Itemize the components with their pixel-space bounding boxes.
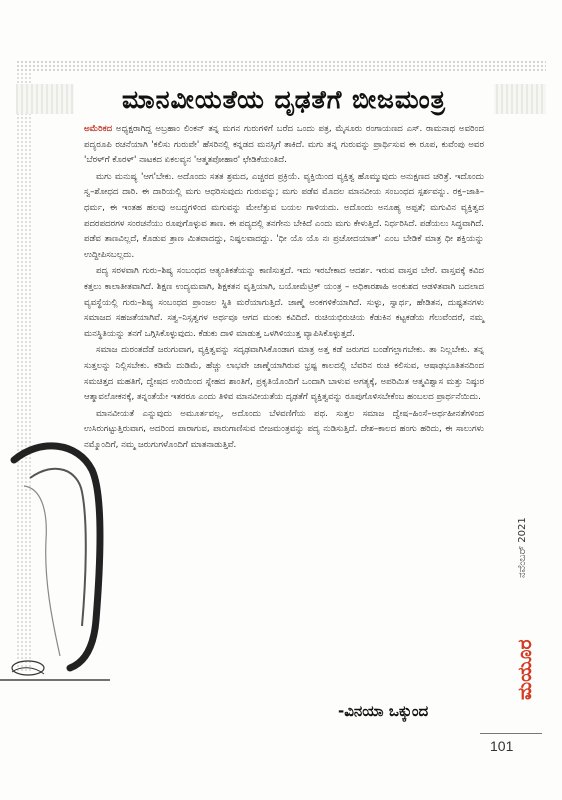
article-paragraph: ಮಗು ಮನುಷ್ಯ 'ಆಗ'ಬೇಕು. ಅದೊಂದು ಸತತ ಶ್ರಮದ, ಎಚ್ಚರದ ಪ್ರಕ್ರಿಯೆ. ವ್ಯಕ್ತಿಯಿಂದ ವ್ಯಕ್ತಿತ್ವ ಹೊಮ್ಮುವುದು ಅನುಕ್ಷಣದ ಚರಿತ್ರೆ. ಇದೊಂದು ಸ್ವ–ಶೋಧದ ದಾರಿ. ಈ ದಾರಿಯಲ್ಲಿ ಮಗು ಆಧರಿಸುವುದು ಗುರುವನ್ನು; ಮಗು ಪಡೆವ ಮೊದಲ ಮಾನವೀಯ ಸಂಬಂಧದ ಸ್ಪರ್ಶವನ್ನು. ರಕ್ತ–ಜಾತಿ–ಧರ್ಮ, ಈ ಇಂತಹ ಹಲವು ಅಬದ್ಧಗಳಿಂದ ಮಗುವನ್ನು ಮೇಲೆತ್ತುವ ಬಯಲ ಗಾಳಿಯದು. ಅದೊಂದು ಅನೂಹ್ಯ ಅಪ್ಪತೆ; ಮಗುವಿನ ವ್ಯಕ್ತಿತ್ವದ ಪದರಪದರಗಳ ಸಂರಚನೆಯು ರೂಪುಗೊಳ್ಳುವ ತಾಣ. ಈ ಪದ್ಯದಲ್ಲಿ ತನಗೇನು ಬೇಕಿದೆ ಎಂದು ಮಗು ಕೇಳುತ್ತಿದೆ. ನಿರ್ಧರಿಸಿದೆ. ಪಡೆಯಲು ಸಿದ್ಧವಾಗಿದೆ. ಪಡೆವ ತಾಣವಿಲ್ಲದೆ, ಕೊಡುವ ತ್ರಾಣ ಮಿತವಾದದ್ದು, ನಿಷ್ಫಲವಾದದ್ದು. 'ಧೀ ಯೊ ಯೊ ನಃ ಪ್ರಚೋದಯಾತ್' ಎಂಬ ಬೇಡಿಕೆ ಮಾತ್ರ ಧೀ ಶಕ್ತಿಯನ್ನು ಉದ್ದೀಪಿಸಬಲ್ಲದು.	[84, 171, 484, 260]
author-signature: -ವಿನಯಾ ಒಕ್ಕುಂದ	[338, 702, 429, 720]
paragraph-text: ಅಧ್ಯಕ್ಷರಾಗಿದ್ದ ಅಬ್ರಹಾಂ ಲಿಂಕನ್ ತನ್ನ ಮಗನ ಗುರುಗಳಿಗೆ ಬರೆದ ಒಂದು ಪತ್ರ, ಮೈಸೂರು ರಂಗಾಯಣದ ಎಸ್. ರಾಮನಾಥ ಅವರಿಂದ ಪದ್ಯರೂಪಿ ರಚನೆಯಾಗಿ 'ಕಲಿಸು ಗುರುವೇ' ಹೆಸರಿನಲ್ಲಿ ಕನ್ನಡದ ಮನಸ್ಸಿಗೆ ತಾಕಿದೆ. ಮಗು ತನ್ನ ಗುರುವನ್ನು ಪ್ರಾರ್ಥಿಸುವ ಈ ರೂಪ, ಕುವೆಂಪು ಅವರ 'ಬೆರಳ್‌ಗೆ ಕೊರಳ್' ನಾಟಕದ ಏಕಲವ್ಯನ 'ಆತ್ಮತಪೋಹಾರ' ಛೇಡಿಕೆಯಂತಿದೆ.	[84, 124, 484, 166]
article-paragraph: ಮಾನವೀಯತೆ ಎನ್ನುವುದು ಅಮೂರ್ತವಲ್ಲ, ಅದೊಂದು ಬೆಳವಣಿಗೆಯ ಪಥ. ಸುತ್ತಲ ಸಮಾಜ ದ್ವೇಷ–ಹಿಂಸೆ–ಅರ್ಥಹೀನತೆಗಳಿಂದ ಉಸಿರುಗಟ್ಟುತ್ತಿರುವಾಗ, ಅದರಿಂದ ಪಾರಾಗುವ, ಪಾರುಗಾಣಿಸುವ ಬೀಜಮಂತ್ರವನ್ನು ಪದ್ಯ ನುಡಿಸುತ್ತಿದೆ. ದೇಶ–ಕಾಲದ ಹಂಗು ಹರಿದು, ಈ ಸಾಲುಗಳು ನಮ್ಮೊಂದಿಗೆ, ನಮ್ಮ ಜರುಗುಗಳೊಂದಿಗೆ ಮಾತನಾಡುತ್ತಿವೆ.	[84, 408, 484, 450]
title-container	[74, 80, 494, 120]
article-paragraph: ಸಮಾಜ ದುರಂತದೆಡೆ ಜರುಗುವಾಗ, ವ್ಯಕ್ತಿತ್ವವನ್ನು ಸದೃಢವಾಗಿಸಿಕೊಂಡಾಗ ಮಾತ್ರ ಅತ್ತ ಕಡೆ ಜರುಗದ ಬಂಡೆಗಲ್ಲಾಗಬೇಕು. ತಾ ನಿಲ್ಲಬೇಕು. ತನ್ನ ಸುತ್ತಲನ್ನು ನಿಲ್ಲಿಸಬೇಕು. ಕಡಿಮೆ ದುಡಿಮೆ, ಹೆಚ್ಚು ಲಾಭವೇ ಜಾಣ್ಮೆಯಾಗಿರುವ ಭ್ರಷ್ಟ ಕಾಲದಲ್ಲಿ ಬೆವರಿನ ರುಚಿ ಕಲಿಸುವ, ಆಷಾಢಭೂತಿತನದಿಂದ ಸಮಚಿತ್ತದ ಮಹತಿಗೆ, ದ್ವೇಷದ ಉರಿಯಿಂದ ಸ್ನೇಹದ ಶಾಂತಿಗೆ, ಪ್ರಕೃತಿಯೊಂದಿಗೆ ಒಂದಾಗಿ ಬಾಳುವ ಅಗತ್ಯಕ್ಕೆ, ಅಪರಿಮಿತ ಆತ್ಮವಿಶ್ವಾಸ ಮತ್ತು ನಿಷ್ಠುರ ಆತ್ಮಾವಲೋಕನಕ್ಕೆ, ತನ್ನಂತೆಯೇ ಇತರರೂ ಎಂದು ತಿಳಿವ ಮಾನವೀಯತೆಯ ದೃಢತೆಗೆ ವ್ಯಕ್ತಿತ್ವವನ್ನು ರೂಪುಗೊಳಿಸಬೇಕೆಂಬ ಹಂಬಲದ ಪ್ರಾರ್ಥನೆಯಿದು.	[84, 345, 484, 403]
page-number-rule	[480, 733, 542, 734]
article-paragraph	[84, 122, 484, 169]
article-body	[84, 122, 484, 642]
article-title: ಮಾನವೀಯತೆಯ ದೃಢತೆಗೆ ಬೀಜಮಂತ್ರ	[122, 85, 446, 114]
dotted-header-texture	[16, 60, 546, 72]
page-number: 101	[490, 738, 514, 754]
magazine-name: ಮಯೂರ	[514, 639, 536, 700]
lead-word: ಅಮೆರಿಕದ	[84, 124, 113, 134]
issue-date: ನವೆಂಬರ್ 2021	[517, 517, 528, 578]
article-paragraph: ಪದ್ಯ ಸರಳವಾಗಿ ಗುರು–ಶಿಷ್ಯ ಸಂಬಂಧದ ಆತ್ಯಂತಿಕತೆಯನ್ನು ಕಾಣಿಸುತ್ತದೆ. ಇದು ಇರಬೇಕಾದ ಆದರ್ಶ. ಇರುವ ವಾಸ್ತವ ಬೇರೆ. ವಾಸ್ತವಕ್ಕೆ ಕವಿದ ಕತ್ತಲು ಕಾಲಾತೀತವಾಗಿದೆ. ಶಿಕ್ಷಣ ಉದ್ಯಮವಾಗಿ, ಶಿಕ್ಷಕತನ ವೃತ್ತಿಯಾಗಿ, ಬಯೋಮೆಟ್ರಿಕ್ ಯಂತ್ರ – ಅಧಿಕಾರಶಾಹಿ ಅಂಕುಶದ ಆಡಳಿತವಾಗಿ ಬದಲಾದ ವ್ಯವಸ್ಥೆಯಲ್ಲಿ ಗುರು–ಶಿಷ್ಯ ಸಂಬಂಧದ ಪ್ರಾಂಜಲ ಸ್ಥಿತಿ ಮರೆಯಾಗುತ್ತಿದೆ. ಜಾಣ್ಮೆ ಅಂಕಗಳಿಕೆಯಾಗಿದೆ. ಸುಳ್ಳು, ಸ್ವಾರ್ಥ, ಹೇಡಿತನ, ದುಷ್ಟತನಗಳು ಸಮಾಜದ ಸಹಜತೆಯಾಗಿವೆ. ಸತ್ವ–ನಿಸ್ಸತ್ವಗಳ ಅರ್ಥವೂ ಆಗದ ಮಂಕು ಕವಿದಿದೆ. ರುಚಿಯಭಿರುಚಿಯ ಕೆಡುಕಿನ ಕಟ್ಟಕಡೆಯ ಗೆಲುವೆಂದರೆ, ನಮ್ಮ ಮನಸ್ಥಿತಿಯನ್ನು ತನಗೆ ಒಗ್ಗಿಸಿಕೊಳ್ಳುವುದು. ಕೆಡುಕು ದಾಳಿ ಮಾಡುತ್ತ ಒಳಗಿಳಿಯುತ್ತ ವ್ಯಾಪಿಸಿಕೊಳ್ಳುತ್ತದೆ.	[84, 266, 484, 339]
